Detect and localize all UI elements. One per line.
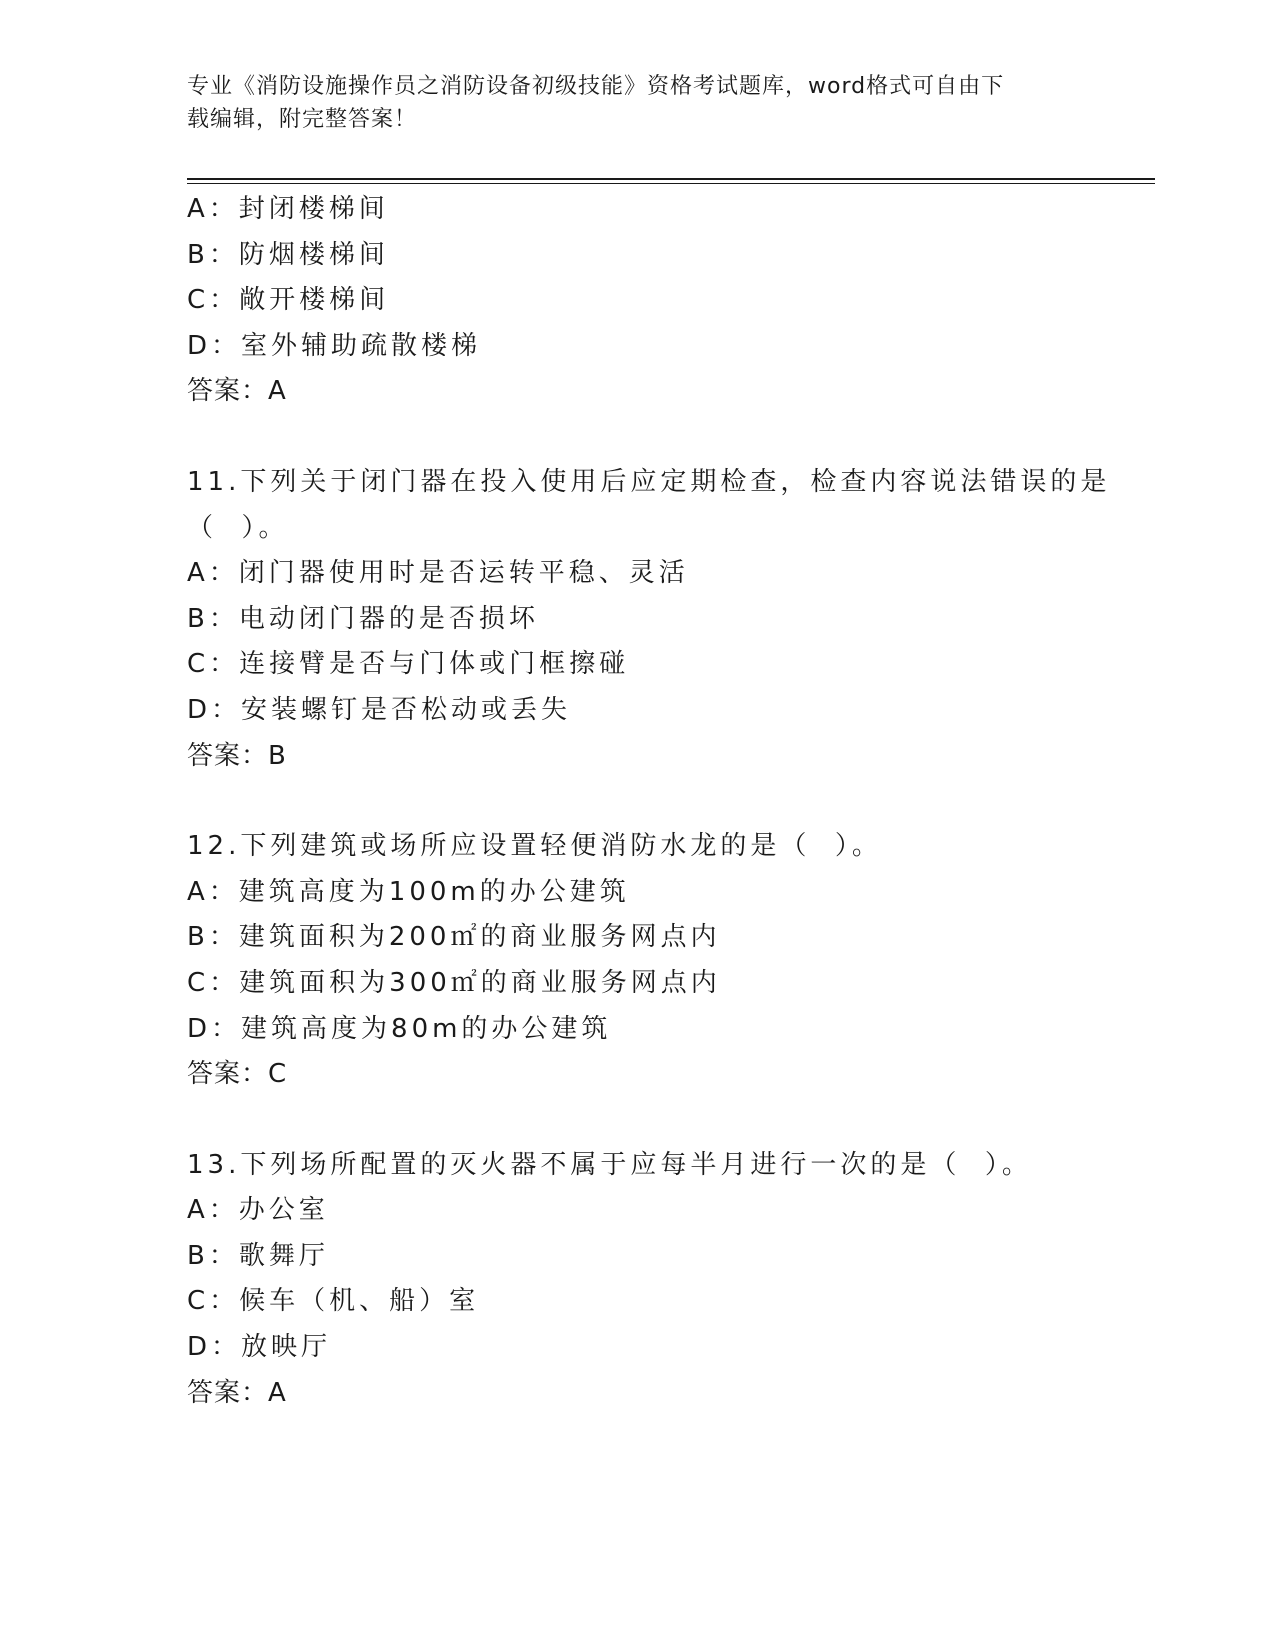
option-a: A：办公室 <box>187 1195 329 1226</box>
document-body <box>187 187 1147 1416</box>
option-d: D：放映厅 <box>187 1332 332 1363</box>
page-header <box>187 70 1067 136</box>
question-stem: 12.下列建筑或场所应设置轻便消防水龙的是（ ）。 <box>187 831 882 862</box>
question-stem: 13.下列场所配置的灭火器不属于应每半月进行一次的是（ ）。 <box>187 1149 1032 1180</box>
header-line-1: 专业《消防设施操作员之消防设备初级技能》资格考试题库，word格式可自由下 <box>187 74 1005 99</box>
option-c: C：连接臂是否与门体或门框擦碰 <box>187 649 630 680</box>
question-stem-continued: （ ）。 <box>187 512 289 543</box>
header-line-2: 载编辑，附完整答案！ <box>187 107 418 132</box>
question-11 <box>187 460 1147 779</box>
option-a: A：建筑高度为100m的办公建筑 <box>187 876 630 907</box>
option-b: B：建筑面积为200㎡的商业服务网点内 <box>187 922 721 953</box>
option-b: B：歌舞厅 <box>187 1240 329 1271</box>
header-divider <box>187 178 1155 184</box>
option-a: A：闭门器使用时是否运转平稳、灵活 <box>187 558 689 589</box>
question-12 <box>187 824 1147 1098</box>
question-13 <box>187 1143 1147 1417</box>
question-10-continued <box>187 187 1147 415</box>
option-d: D：室外辅助疏散楼梯 <box>187 330 482 361</box>
question-stem: 11.下列关于闭门器在投入使用后应定期检查，检查内容说法错误的是 <box>187 466 1111 497</box>
answer: 答案：A <box>187 376 287 407</box>
option-b: B：电动闭门器的是否损坏 <box>187 603 539 634</box>
option-c: C：候车（机、船）室 <box>187 1286 480 1317</box>
option-a: A：封闭楼梯间 <box>187 194 389 224</box>
option-b: B：防烟楼梯间 <box>187 239 389 270</box>
answer: 答案：C <box>187 1059 288 1090</box>
option-d: D：安装螺钉是否松动或丢失 <box>187 694 572 725</box>
option-d: D：建筑高度为80m的办公建筑 <box>187 1013 612 1044</box>
answer: 答案：A <box>187 1377 287 1408</box>
option-c: C：敞开楼梯间 <box>187 285 390 316</box>
answer: 答案：B <box>187 740 287 771</box>
option-c: C：建筑面积为300㎡的商业服务网点内 <box>187 967 721 998</box>
